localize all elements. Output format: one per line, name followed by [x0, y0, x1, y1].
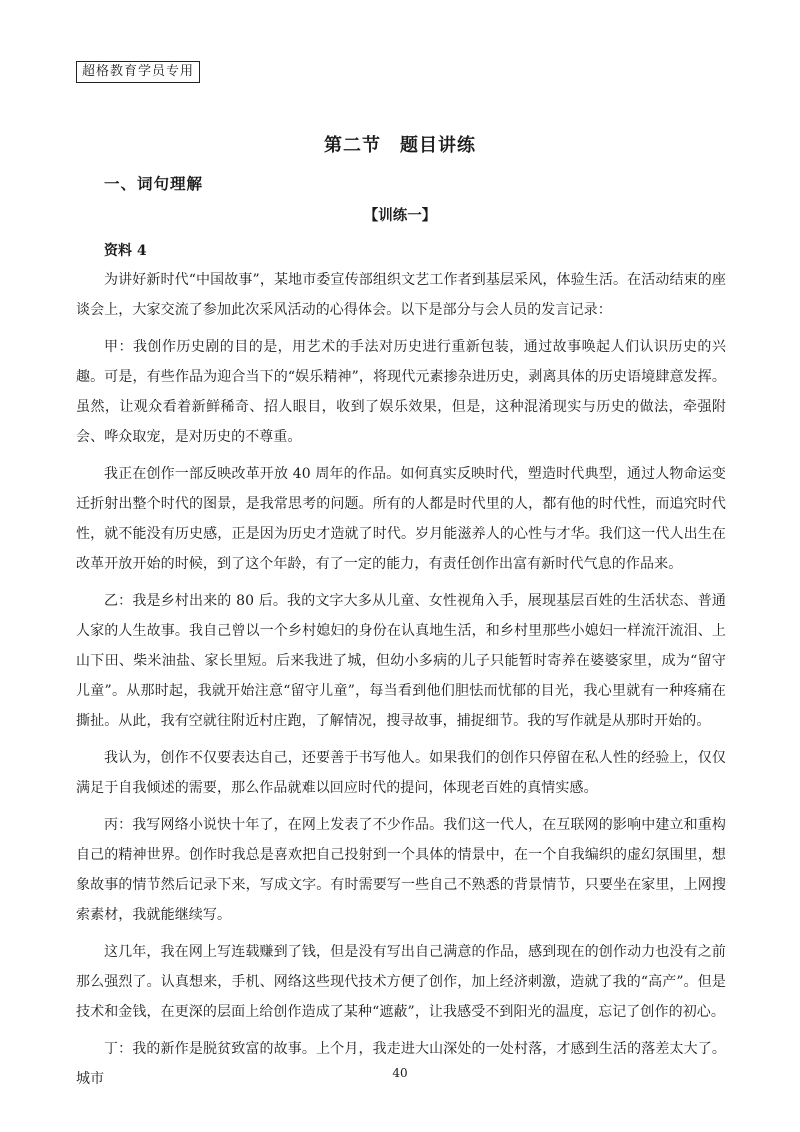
paragraph-bing-1: 丙：我写网络小说快十年了，在网上发表了不少作品。我们这一代人，在互联网的影响中建立和重构自己的精神世界。创作时我总是喜欢把自己投射到一个具体的情景中，在一个自我编织的虚幻氛围里，想象故事的情节然后记录下来，写成文字。有时需要写一些自己不熟悉的背景情节，只要坐在家里，上网搜索素材，我就能继续写。 — [76, 817, 726, 923]
paragraph-jia-2: 我正在创作一部反映改革开放 40 周年的作品。如何真实反映时代，塑造时代典型，通过人物命运变迁折射出整个时代的图景，是我常思考的问题。所有的人都是时代里的人，都有他的时代性，而追究时代性，就不能没有历史感，正是因为历史才造就了时代。岁月能滋养人的心性与才华。我们这一代人出生在改革开放开始的时候，到了这个年龄，有了一定的能力，有责任创作出富有新时代气息的作品来。 — [76, 466, 726, 572]
page-number: 40 — [392, 1066, 408, 1080]
paragraph-bing-2: 这几年，我在网上写连载赚到了钱，但是没有写出自己满意的作品，感到现在的创作动力也没有之前那么强烈了。认真想来，手机、网络这些现代技术方便了创作，加上经济刺激，造就了我的“高产”。但是技术和金钱，在更深的层面上给创作造成了某种“遮蔽”，让我感受不到阳光的温度，忘记了创作的初心。 — [76, 944, 726, 1020]
paragraph-yi-1: 乙：我是乡村出来的 80 后。我的文字大多从儿童、女性视角入手，展现基层百姓的生活状态、普通人家的人生故事。我自己曾以一个乡村媳妇的身份在认真地生活，和乡村里那些小媳妇一样流汗流泪、上山下田、柴米油盐、家长里短。后来我进了城，但幼小多病的儿子只能暂时寄养在婆婆家里，成为“留守儿童”。从那时起，我就开始注意“留守儿童”，每当看到他们胆怯而忧郁的目光，我心里就有一种疼痛在撕扯。从此，我有空就往附近村庄跑，了解情况，搜寻故事，捕捉细节。我的写作就是从那时开始的。 — [76, 593, 726, 729]
paragraph-jia-1: 甲：我创作历史剧的目的是，用艺术的手法对历史进行重新包装，通过故事唤起人们认识历史的兴趣。可是，有些作品为迎合当下的“娱乐精神”，将现代元素掺杂进历史，剥离具体的历史语境肆意发挥。虽然，让观众看着新鲜稀奇、招人眼目，收到了娱乐效果，但是，这种混淆现实与历史的做法，牵强附会、哗众取宠，是对历史的不尊重。 — [76, 339, 726, 445]
source-label: 资料 4 — [104, 243, 147, 259]
document-body — [76, 265, 726, 1101]
paragraph-yi-2: 我认为，创作不仅要表达自己，还要善于书写他人。如果我们的创作只停留在私人性的经验上，仅仅满足于自我倾述的需要，那么作品就难以回应时代的提问，体现老百姓的真情实感。 — [76, 750, 726, 796]
paragraph-ding-1: 丁：我的新作是脱贫致富的故事。上个月，我走进大山深处的一处村落，才感到生活的落差太大了。城市 — [76, 1041, 726, 1087]
section-title: 第二节 题目讲练 — [324, 135, 476, 156]
course-stamp: 超格教育学员专用 — [76, 61, 200, 83]
subsection-title: 一、词句理解 — [104, 174, 204, 193]
paragraph-intro: 为讲好新时代“中国故事”，某地市委宣传部组织文艺工作者到基层采风，体验生活。在活动结束的座谈会上，大家交流了参加此次采风活动的心得体会。以下是部分与会人员的发言记录： — [76, 272, 726, 318]
training-label: 【训练一】 — [363, 207, 437, 224]
